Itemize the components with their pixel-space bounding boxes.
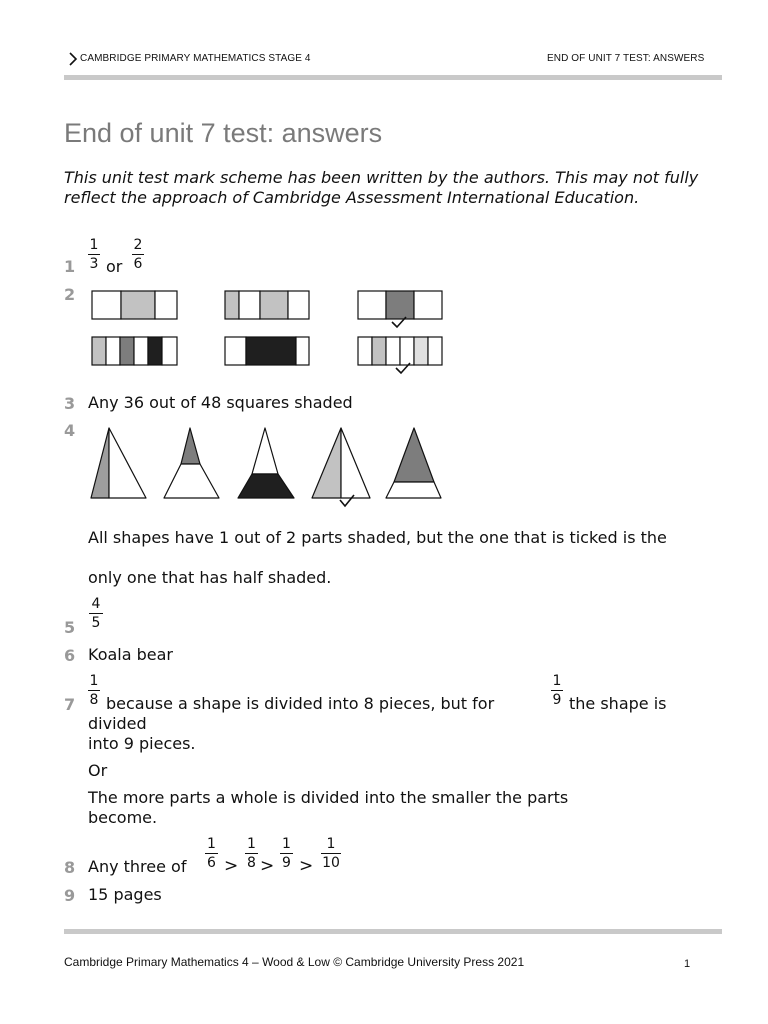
q6-answer: Koala bear (88, 645, 174, 664)
q2-bar-diagrams (90, 288, 450, 380)
page-number: 1 (684, 958, 691, 970)
q7-text-b: the shape is (569, 694, 667, 713)
question-number-4: 4 (64, 421, 76, 440)
q1-fraction-2: 2 6 (133, 237, 143, 272)
q7-line-3: into 9 pieces. (88, 734, 196, 753)
question-number-7: 7 (64, 695, 76, 714)
question-number-5: 5 (64, 618, 76, 637)
chevron-right-icon (68, 52, 78, 66)
q8-fraction-3: 1 9 (280, 836, 293, 871)
q8-gt-3: > (299, 856, 314, 876)
q8-fraction-2: 1 8 (245, 836, 258, 871)
q9-answer: 15 pages (88, 885, 162, 904)
q8-fraction-1: 1 6 (205, 836, 218, 871)
page-title: End of unit 7 test: answers (64, 118, 383, 148)
question-number-2: 2 (64, 285, 76, 304)
q4-triangle-diagrams (88, 424, 448, 514)
header-left: CAMBRIDGE PRIMARY MATHEMATICS STAGE 4 (80, 53, 311, 64)
intro-text: This unit test mark scheme has been written by the authors. This may not fully reflect the approach of Cambridge Assessment International Education. (64, 168, 699, 207)
q5-fraction: 4 5 (89, 596, 103, 631)
q7-text-a: because a shape is divided into 8 pieces, but for (106, 694, 495, 713)
q4-answer-line-2: only one that has half shaded. (88, 568, 332, 587)
footer-text: Cambridge Primary Mathematics 4 – Wood & Low © Cambridge University Press 2021 (64, 955, 525, 969)
q3-answer: Any 36 out of 48 squares shaded (88, 393, 353, 412)
header-rule (64, 75, 722, 80)
q1-or: or (106, 257, 123, 276)
question-number-9: 9 (64, 886, 76, 905)
question-number-1: 1 (64, 257, 76, 276)
question-number-3: 3 (64, 394, 76, 413)
question-number-6: 6 (64, 646, 76, 665)
q7-fraction-2: 1 9 (552, 673, 562, 708)
question-number-8: 8 (64, 858, 76, 877)
q7-line-2: divided (88, 714, 147, 733)
q7-fraction-1: 1 8 (89, 673, 99, 708)
q7-or: Or (88, 761, 108, 780)
q8-text: Any three of (88, 857, 187, 876)
header-right: END OF UNIT 7 TEST: ANSWERS (547, 53, 705, 64)
q7-line-6: become. (88, 808, 158, 827)
q8-gt-2: > (260, 856, 275, 876)
q8-gt-1: > (224, 856, 239, 876)
q1-fraction-1: 1 3 (89, 237, 99, 272)
q4-answer-line-1: All shapes have 1 out of 2 parts shaded, but the one that is ticked is the (88, 528, 667, 547)
q7-line-5: The more parts a whole is divided into the smaller the parts (88, 788, 569, 807)
q8-fraction-4: 1 10 (322, 836, 340, 871)
footer-rule (64, 929, 722, 934)
